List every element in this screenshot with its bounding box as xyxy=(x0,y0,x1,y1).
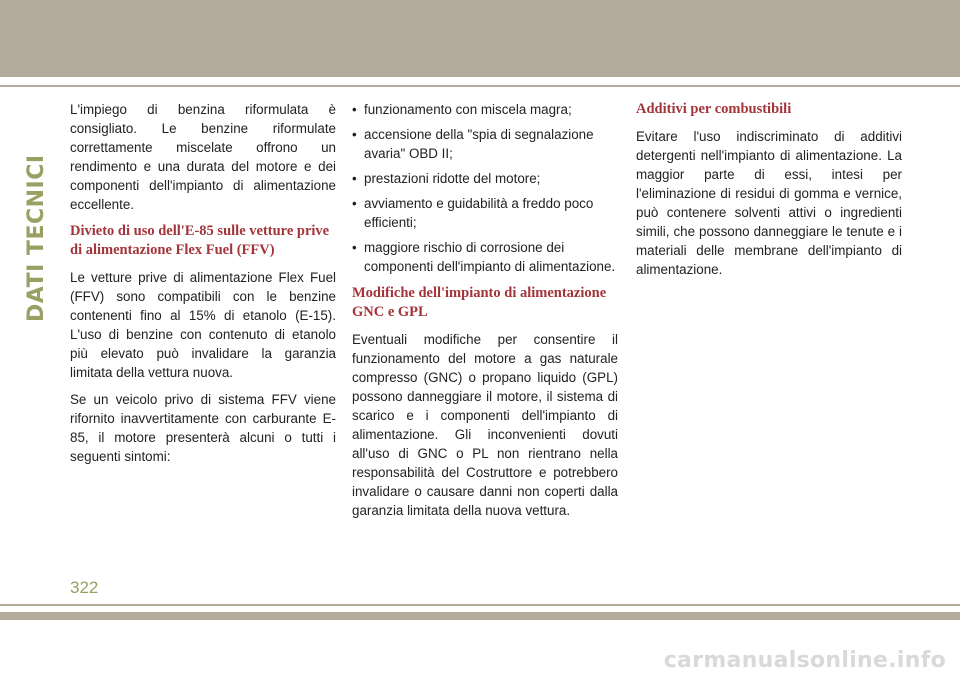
section-title-vertical xyxy=(24,154,54,322)
paragraph-gnc-gpl: Eventuali modifiche per consentire il funzionamento del motore a gas naturale compresso (GNC) o propano liquido (GPL) possono danneggiare il motore, il sistema di scarico e i componenti dell'impianto di alimentazione. Gli inconvenienti dovuti all'uso di GNC o PL non rientrano nella responsabilità del Costruttore e potrebbero invalidare o causare danni non coperti dalla garanzia limitata della nuova vettura. xyxy=(352,332,618,518)
page-number: 322 xyxy=(70,578,99,597)
paragraph-reformulated-fuel: L'impiego di benzina riformulata è consigliato. Le benzine riformulate correttamente miscelate offrono un rendimento e una durata del motore e dei componenti dell'impianto di alimentazione eccellente. xyxy=(70,102,336,212)
watermark: carmanualsonline.info xyxy=(663,648,946,673)
list-item: • prestazioni ridotte del motore; xyxy=(352,169,618,188)
header-band xyxy=(0,0,960,77)
list-item: • funzionamento con miscela magra; xyxy=(352,100,618,119)
list-item: • maggiore rischio di corrosione dei componenti dell'impianto di alimentazione. xyxy=(352,238,618,276)
paragraph-ffv-compat: Le vetture prive di alimentazione Flex Fuel (FFV) sono compatibili con le benzine contenenti fino al 15% di etanolo (E-15). L'uso di benzine con contenuto di etanolo più elevato può invalidare la garanzia limitata della vettura nuova. xyxy=(70,270,336,380)
heading-gnc-gpl: Modifiche dell'impianto di alimentazione GNC e GPL xyxy=(352,285,607,320)
column-3 xyxy=(636,100,902,287)
list-item: • accensione della "spia di segnalazione avaria" OBD II; xyxy=(352,125,618,163)
paragraph-e85-symptoms: Se un veicolo privo di sistema FFV viene rifornito inavvertitamente con carburante E-85, il motore presenterà alcuni o tutti i seguenti sintomi: xyxy=(70,392,336,464)
header-rule xyxy=(0,85,960,87)
symptom-list xyxy=(352,100,618,276)
column-1 xyxy=(70,100,336,474)
column-2 xyxy=(352,100,618,528)
heading-e85-prohibition: Divieto di uso dell'E-85 sulle vetture prive di alimentazione Flex Fuel (FFV) xyxy=(70,223,330,258)
paragraph-fuel-additives: Evitare l'uso indiscriminato di additivi detergenti nell'impianto di alimentazione. La maggior parte di essi, intesi per l'eliminazione di residui di gomma e vernice, può contenere solventi attivi o ingredienti simili, che possono danneggiare le tenute e i materiali delle membrane dell'impianto di alimentazione. xyxy=(636,129,902,277)
section-title: DATI TECNICI xyxy=(24,154,49,322)
heading-fuel-additives: Additivi per combustibili xyxy=(636,101,792,117)
footer-band xyxy=(0,612,960,620)
footer-rule xyxy=(0,604,960,606)
list-item: • avviamento e guidabilità a freddo poco efficienti; xyxy=(352,194,618,232)
